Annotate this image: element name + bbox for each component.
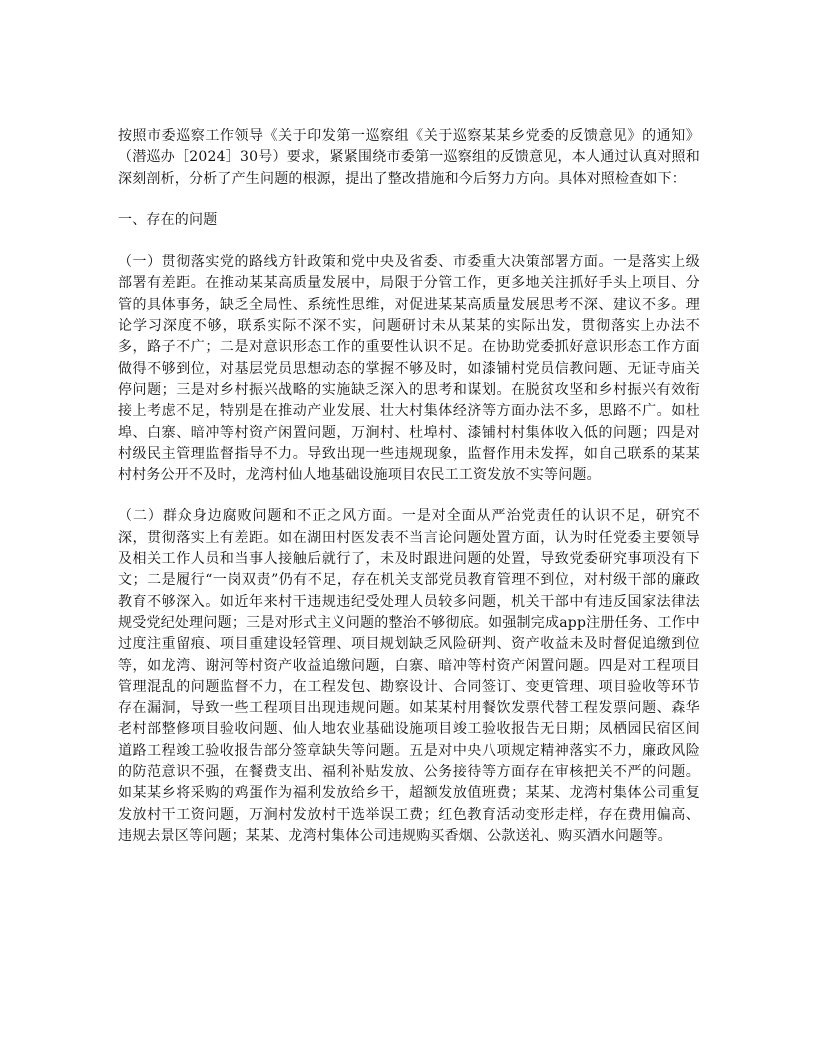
section-2-paragraph: （二）群众身边腐败问题和不正之风方面。一是对全面从严治党责任的认识不足，研究不深，贯彻落实上有差距。如在湖田村医发表不当言论问题处置方面，认为时任党委主要领导及相关工作人员和当事人接触后就行了，未及时跟进问题的处置，导致党委研究事项没有下文；二是履行“一岗双责”仍有不足，存在机关支部党员教育管理不到位，对村级干部的廉政教育不够深入。如近年来村干违规违纪受处理人员较多问题，机关干部中有违反国家法律法规受党纪处理问题；三是对形式主义问题的整治不够彻底。如强制完成app注册任务、工作中过度注重留痕、项目重建设轻管理、项目规划缺乏风险研判、资产收益未及时督促追缴到位等，如龙湾、谢河等村资产收益追缴问题，白寨、暗冲等村资产闲置问题。四是对工程项目管理混乱的问题监督不力，在工程发包、勘察设计、合同签订、变更管理、项目验收等环节存在漏洞，导致一些工程项目出现违规问题。如某某村用餐饮发票代替工程发票问题、森华老村部整修项目验收问题、仙人地农业基础设施项目竣工验收报告无日期；凤栖园民宿区间道路工程竣工验收报告部分签章缺失等问题。五是对中央八项规定精神落实不力，廉政风险的防范意识不强，在餐费支出、福利补贴发放、公务接待等方面存在审核把关不严的问题。如某某乡将采购的鸡蛋作为福利发放给乡干，超额发放值班费；某某、龙湾村集体公司重复发放村干工资问题，万涧村发放村干选举误工费；红色教育活动变形走样，存在费用偏高、违规去景区等问题；某某、龙湾村集体公司违规购买香烟、公款送礼、购买酒水问题等。 [118, 508, 700, 844]
document-body [118, 126, 700, 867]
section-1-paragraph: （一）贯彻落实党的路线方针政策和党中央及省委、市委重大决策部署方面。一是落实上级部署有差距。在推动某某高质量发展中，局限于分管工作，更多地关注抓好手头上项目、分管的具体事务，缺乏全局性、系统性思维，对促进某某高质量发展思考不深、建议不多。理论学习深度不够，联系实际不深不实，问题研讨未从某某的实际出发，贯彻落实上办法不多，路子不广；二是对意识形态工作的重要性认识不足。在协助党委抓好意识形态工作方面做得不够到位，对基层党员思想动态的掌握不够及时，如漆铺村党员信教问题、无证寺庙关停问题；三是对乡村振兴战略的实施缺乏深入的思考和谋划。在脱贫攻坚和乡村振兴有效衔接上考虑不足，特别是在推动产业发展、壮大村集体经济等方面办法不多，思路不广。如杜埠、白寨、暗冲等村资产闲置问题，万涧村、杜埠村、漆铺村村集体收入低的问题；四是对村级民主管理监督指导不力。导致出现一些违规现象，监督作用未发挥，如自己联系的某某村村务公开不及时，龙湾村仙人地基础设施项目农民工工资发放不实等问题。 [118, 254, 700, 484]
section-heading: 一、存在的问题 [118, 211, 218, 228]
intro-paragraph: 按照市委巡察工作领导《关于印发第一巡察组《关于巡察某某乡党委的反馈意见》的通知》（潜巡办［2024］30号）要求，紧紧围绕市委第一巡察组的反馈意见，本人通过认真对照和深刻剖析，分析了产生问题的根源，提出了整改措施和今后努力方向。具体对照检查如下： [118, 128, 700, 187]
